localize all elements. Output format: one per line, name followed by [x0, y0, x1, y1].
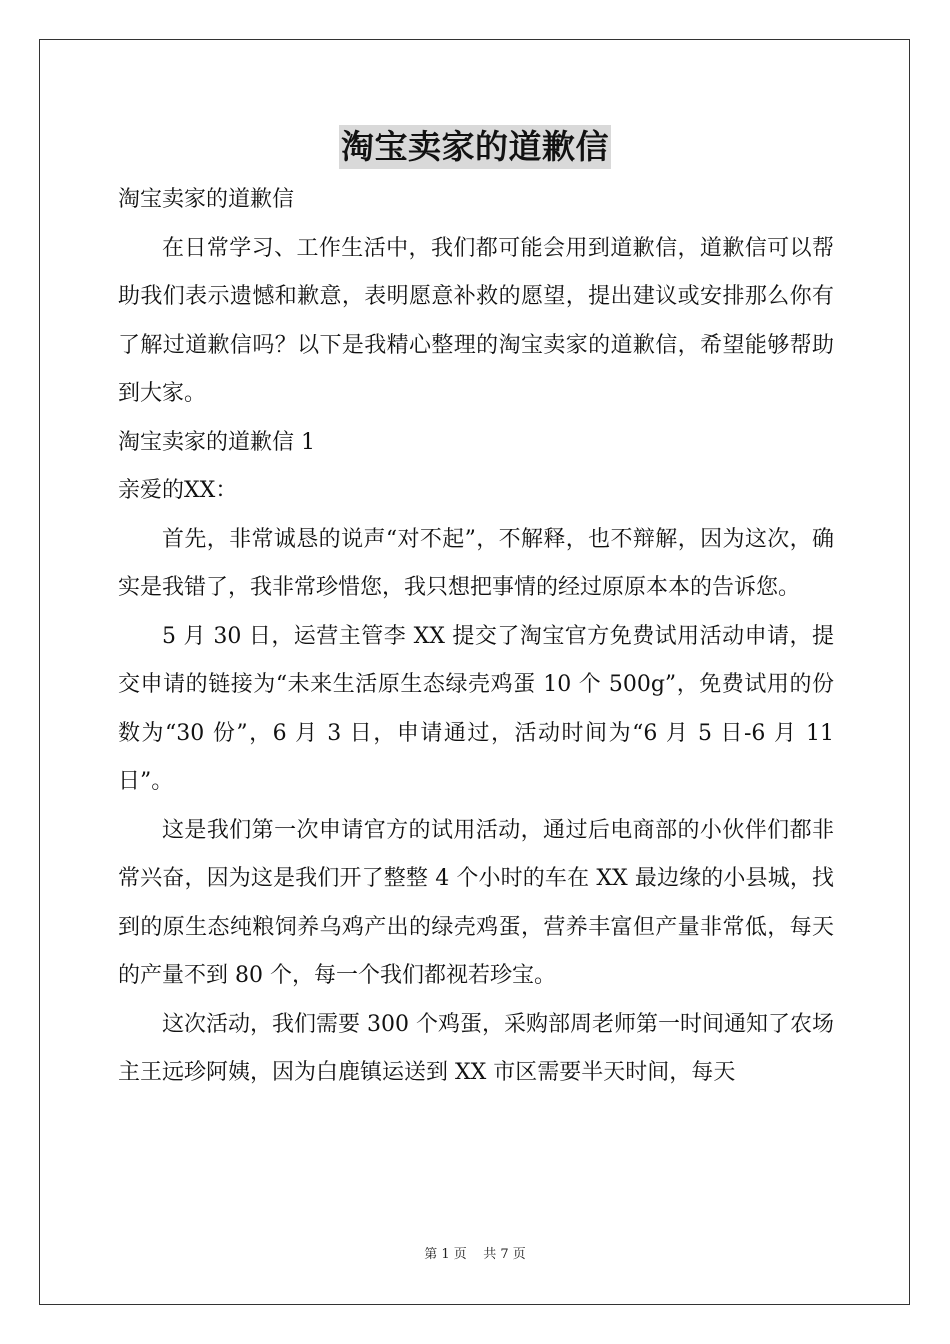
- page-total: 共 7 页: [483, 1247, 526, 1262]
- paragraph-salutation: 亲爱的XX：: [118, 478, 238, 503]
- document-title: 淘宝卖家的道歉信: [339, 125, 611, 169]
- document-body: [118, 176, 834, 1098]
- paragraph-subtitle: 淘宝卖家的道歉信: [118, 187, 295, 212]
- paragraph-section-heading: 淘宝卖家的道歉信 1: [118, 429, 315, 455]
- paragraph-apology: 首先，非常诚恳的说声“对不起”，不解释，也不辩解，因为这次，确实是我错了，我非常珍惜您，我只想把事情的经过原原本本的告诉您。: [118, 526, 834, 600]
- paragraph-timeline: 5 月 30 日，运营主管李 XX 提交了淘宝官方免费试用活动申请，提交申请的链接为“未来生活原生态绿壳鸡蛋 10 个 500g”，免费试用的份数为“30 份”，6 月 3 日，申请通过，活动时间为“6 月 5 日-6 月 11 日”。: [118, 623, 834, 794]
- paragraph-background: 这是我们第一次申请官方的试用活动，通过后电商部的小伙伴们都非常兴奋，因为这是我们开了整整 4 个小时的车在 XX 最边缘的小县城，找到的原生态纯粮饲养乌鸡产出的绿壳鸡蛋，营养丰富但产量非常低，每天的产量不到 80 个，每一个我们都视若珍宝。: [118, 817, 834, 988]
- title-container: [0, 125, 950, 169]
- paragraph-intro: 在日常学习、工作生活中，我们都可能会用到道歉信，道歉信可以帮助我们表示遗憾和歉意，表明愿意补救的愿望，提出建议或安排那么你有了解过道歉信吗？以下是我精心整理的淘宝卖家的道歉信，希望能够帮助到大家。: [118, 235, 834, 406]
- page-footer: [0, 1246, 950, 1264]
- paragraph-activity: 这次活动，我们需要 300 个鸡蛋，采购部周老师第一时间通知了农场主王远珍阿姨，因为白鹿镇运送到 XX 市区需要半天时间，每天: [118, 1011, 834, 1085]
- page-number: 第 1 页: [424, 1247, 467, 1262]
